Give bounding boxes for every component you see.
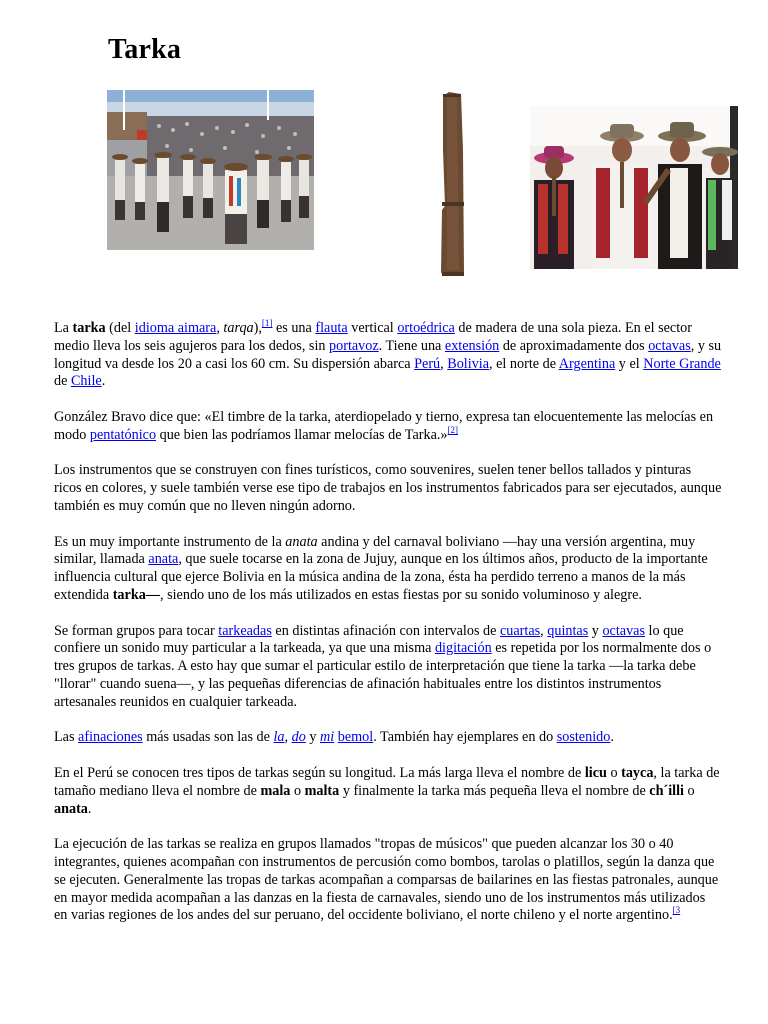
reference-1-link[interactable]: [1] [261,318,273,328]
link-extension[interactable]: extensión [444,337,500,354]
link-norte-grande[interactable]: Norte Grande [643,355,721,372]
link-octavas-2[interactable]: octavas [602,622,645,639]
crowd-photo [107,90,314,250]
link-mi[interactable]: mi [320,729,335,746]
paragraph-afinaciones: Las afinaciones más usadas son las de la, do y mi bemol. También hay ejemplares en do sostenido. [54,729,614,746]
link-ortoedrica[interactable]: ortoédrica [397,320,455,336]
paragraph-souvenirs: Los instrumentos que se construyen con fines turísticos, como souvenires, suelen tener bellos tallados y pinturas ricos en colores, y suele también verse ese tipo de trabajos en los instrumentos fabricados para ser ejecutados, aunque también es muy común que no lleven ningún adorno. [54,462,722,514]
tarka-instrument-image [437,90,467,278]
link-bemol[interactable]: bemol [337,729,374,746]
link-afinaciones[interactable]: afinaciones [78,729,143,746]
paragraph-gonzalez-bravo: González Bravo dice que: «El timbre de la tarka, aterdiopelado y tierno, expresa tan elocuentemente las melocías en modo pentatónico que bien las podríamos llamar melocías de Tarka.»[2] [54,408,714,443]
reference-3-link[interactable]: [3 [672,905,681,916]
tarka-instrument-photo [437,90,467,278]
children-playing-photo [530,106,738,269]
link-bolivia[interactable]: Bolivia [447,355,490,372]
paragraph-tarkeadas: Se forman grupos para tocar tarkeadas en distintas afinación con intervalos de cuartas, quintas y octavas lo que confiere un sonido muy particular a la tarkeada, ya que una misma digitación es repetida por los normalmente dos o tres grupos de tarkas. A esto hay que sumar el particular estilo de interpretación que tiene la tarka —la tarka debe "llorar" cuando suena—, y las pequeñas diferencias de afinación habituales entre los distintos instrumentos artesanales reunidos en cualquier tarkeada. [54,622,712,710]
article-body [54,320,722,943]
link-quintas[interactable]: quintas [547,622,589,639]
link-chile[interactable]: Chile [70,373,102,390]
paragraph-intro: La tarka (del idioma aimara, tarqa),[1] es una flauta vertical ortoédrica de madera de una sola pieza. En el sector medio lleva los seis agujeros para los dedos, sin portavoz. Tiene una extensión de aproximadamente dos octavas, y su longitud va desde los 20 a casi los 60 cm. Su dispersión abarca Perú, Bolivia, el norte de Argentina y el Norte Grande de Chile. [54,318,722,390]
page-title: Tarka [108,34,182,65]
link-pentatonico[interactable]: pentatónico [89,426,157,443]
link-la[interactable]: la [273,729,285,746]
children-playing-image [530,106,738,269]
paragraph-ejecucion: La ejecución de las tarkas se realiza en grupos llamados "tropas de músicos" que pueden alcanzar los 30 o 40 integrantes, quienes acompañan con instrumentos de percusión como bombos, tarolas o platillos, según la danza que se ejecuten. Generalmente las tropas de tarkas acompañan a comparsas de bailarines en las fiestas patronales, aunque en mayor medida acompañan a las danzas en la fiesta de carnavales, siendo uno de los instrumentos más utilizados en varias regiones de los andes del sur peruano, del occidente boliviano, el norte chileno y el norte argentino.$^{[3}$ [54,836,719,924]
link-digitacion[interactable]: digitación [434,640,492,657]
link-sostenido[interactable]: sostenido [556,729,611,746]
link-argentina[interactable]: Argentina [558,355,616,372]
crowd-photo-image [107,90,314,250]
paragraph-tipos-peru: En el Perú se conocen tres tipos de tarkas según su longitud. La más larga lleva el nombre de licu o tayca, la tarka de tamaño mediano lleva el nombre de mala o malta y finalmente la tarka más pequeña lleva el nombre de ch´illi o anata. [54,764,720,817]
link-peru[interactable]: Perú [414,355,441,372]
link-flauta[interactable]: flauta [315,320,348,336]
link-idioma-aimara[interactable]: idioma aimara [134,320,217,336]
link-cuartas[interactable]: cuartas [499,622,541,639]
paragraph-anata: Es un muy importante instrumento de la anata andina y del carnaval boliviano —hay una versión argentina, muy similar, llamada anata, que suele tocarse en la zona de Jujuy, aunque en los últimos años, producto de la importante influencia cultural que ejerce Bolivia en la música andina de la zona, ésta ha perdido terreno a manos de la más extendida tarka—, siendo uno de los más utilizados en estas fiestas por su sonido voluminoso y alegre. [54,533,708,603]
link-anata[interactable]: anata [148,551,179,568]
link-octavas[interactable]: octavas [648,337,691,354]
link-portavoz[interactable]: portavoz [329,337,379,354]
link-tarkeadas[interactable]: tarkeadas [218,622,272,639]
reference-2-link[interactable]: [2] [447,424,459,435]
link-do[interactable]: do [291,729,306,746]
